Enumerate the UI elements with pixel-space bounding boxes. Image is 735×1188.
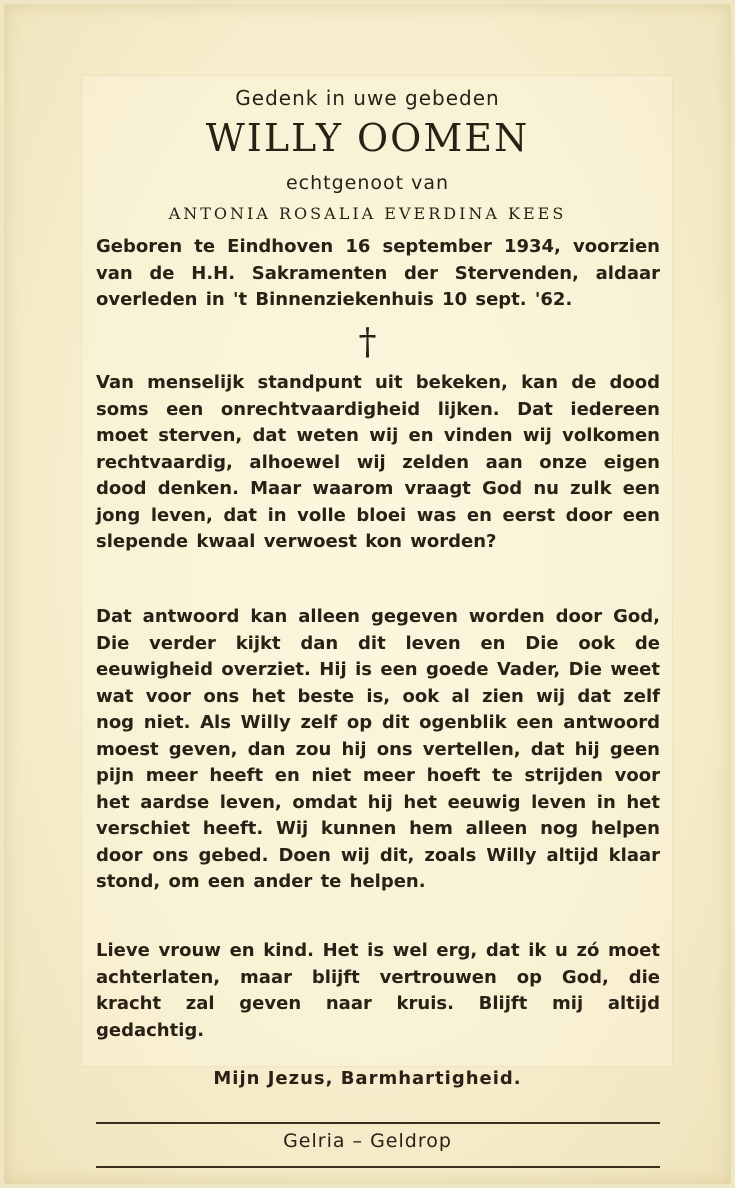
text-panel: [82, 76, 672, 1066]
divider-bottom: [96, 1166, 660, 1168]
birth-death-text: Geboren te Eindhoven 16 september 1934, voorzien van de H.H. Sakramenten der Stervenden, aldaar overleden in 't Binnenziekenhuis 10 sept. '62.: [96, 236, 660, 310]
intro-line: Gedenk in uwe gebeden: [235, 86, 500, 110]
deceased-name: WILLY OOMEN: [205, 116, 530, 160]
printer-credit: Gelria – Geldrop: [283, 1130, 452, 1152]
farewell-paragraph: Lieve vrouw en kind. Het is wel erg, dat ik u zó moet achterlaten, maar blijft vertrouwen op God, die kracht zal geven naar kruis. Blijft mij altijd gedachtig.: [96, 940, 660, 1041]
spouse-name: ANTONIA ROSALIA EVERDINA KEES: [168, 204, 567, 223]
reflection-paragraph-1: Van menselijk standpunt uit bekeken, kan de dood soms een onrechtvaardigheid lijken. Dat iedereen moet sterven, dat weten wij en vinden wij volkomen rechtvaardig, alhoewel wij zelden aan onze eigen dood denken. Maar waarom vraagt God nu zulk een jong leven, dat in volle bloei was en eerst door een slepende kwaal verwoest kon worden?: [96, 372, 660, 552]
cross-icon: †: [358, 322, 377, 363]
reflection-paragraph-2: Dat antwoord kan alleen gegeven worden door God, Die verder kijkt dan dit leven en Die ook de eeuwigheid overziet. Hij is een goede Vader, Die weet wat voor ons het beste is, ook al zien wij dat zelf nog niet. Als Willy zelf op dit ogenblik een antwoord moest geven, dan zou hij ons vertellen, dat hij geen pijn meer heeft en niet meer hoeft te strijden voor het aardse leven, omdat hij het eeuwig leven in het verschiet heeft. Wij kunnen hem alleen nog helpen door ons gebed. Doen wij dit, zoals Willy altijd klaar stond, om een ander te helpen.: [96, 606, 660, 892]
spouse-label: echtgenoot van: [285, 172, 450, 194]
closing-prayer: Mijn Jezus, Barmhartigheid.: [213, 1068, 522, 1089]
divider-top: [96, 1122, 660, 1124]
